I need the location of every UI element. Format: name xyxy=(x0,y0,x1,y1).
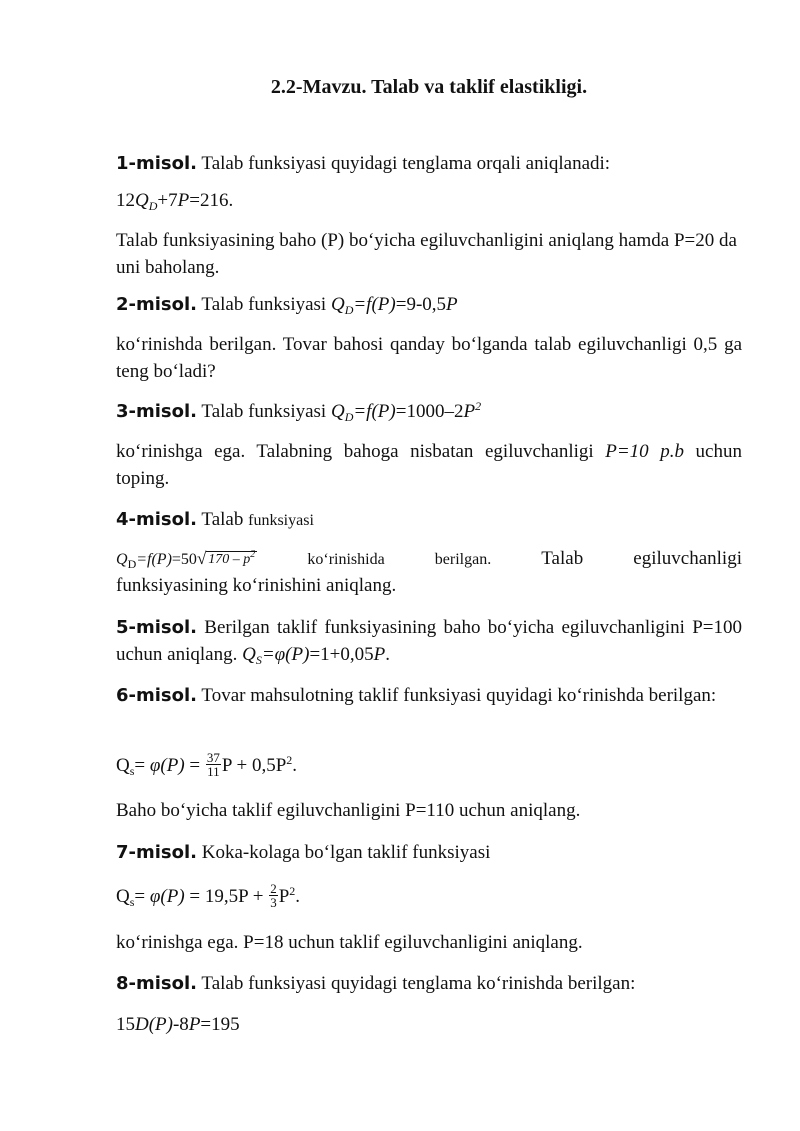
example-1-heading xyxy=(116,150,742,177)
example-7-task: ko‘rinishga ega. P=18 uchun taklif egiluvchanligini aniqlang. xyxy=(116,932,583,953)
eq-func: φ(P) xyxy=(149,755,185,776)
word: egiluvchanligi xyxy=(633,548,742,569)
fraction xyxy=(206,751,221,778)
sqrt-sign: √ xyxy=(196,549,207,568)
example-2-task: ko‘rinishda berilgan. Tovar bahosi qanday bo‘lganda talab egiluvchanligi 0,5 ga teng bo‘ladi? xyxy=(116,334,742,382)
fraction-denominator: 11 xyxy=(207,764,220,780)
word: Talab xyxy=(541,548,584,569)
word: ko‘rinishida xyxy=(307,551,385,568)
eq-part: P xyxy=(278,886,290,907)
eq-part: =9-0,5 xyxy=(395,294,447,315)
fraction xyxy=(269,882,278,909)
eq-part: =1000–2 xyxy=(395,401,464,422)
example-6-equation xyxy=(116,752,742,780)
example-4-text: Talab xyxy=(197,509,249,530)
eq-func: D(P) xyxy=(135,1014,173,1035)
example-4-task: funksiyasining ko‘rinishini aniqlang. xyxy=(116,575,397,596)
eq-part: . xyxy=(385,644,390,665)
eq-part: = xyxy=(134,886,150,907)
example-8-label: 8-misol. xyxy=(116,973,198,994)
eq-var: Q xyxy=(330,294,345,315)
example-5-label: 5-misol. xyxy=(116,617,198,638)
example-2-label: 2-misol. xyxy=(116,294,198,315)
eq-var: P xyxy=(446,294,458,315)
eq-part: = 19,5P + xyxy=(184,886,269,907)
example-1-equation xyxy=(116,187,742,214)
eq-var: P xyxy=(373,644,386,665)
task-text: ko‘rinishga ega. Talabning bahoga nisbatan egiluvchanligi xyxy=(116,441,606,462)
example-3-heading xyxy=(116,398,742,425)
eq-part: . xyxy=(292,755,298,776)
eq-subscript: D xyxy=(148,199,158,213)
example-4-label: 4-misol. xyxy=(116,509,198,530)
eq-superscript: 2 xyxy=(475,399,482,413)
example-3-task xyxy=(116,438,742,492)
fraction-denominator: 3 xyxy=(270,895,277,911)
example-4-equation-line xyxy=(116,545,742,573)
example-4-text-small: funksiyasi xyxy=(248,512,314,529)
example-6-heading xyxy=(116,682,742,709)
eq-var: Q xyxy=(116,886,130,907)
example-3-label: 3-misol. xyxy=(116,401,198,422)
eq-part: 15 xyxy=(116,1014,135,1035)
example-6-text: Tovar mahsulotning taklif funksiyasi quyidagi ko‘rinishda berilgan: xyxy=(197,685,717,706)
example-8-heading xyxy=(116,970,742,997)
eq-subscript: D xyxy=(344,303,354,317)
eq-part: = xyxy=(134,755,150,776)
eq-func: φ(P) xyxy=(149,886,185,907)
example-7-text: Koka-kolaga bo‘lgan taklif funksiyasi xyxy=(197,842,491,863)
eq-func: =f(P) xyxy=(353,294,396,315)
eq-var: Q xyxy=(242,644,256,665)
sqrt-radical xyxy=(197,550,257,567)
eq-part: . xyxy=(295,886,301,907)
example-2-heading xyxy=(116,291,742,318)
eq-subscript: S xyxy=(255,653,262,667)
example-4-formula xyxy=(116,546,257,573)
eq-var: Q xyxy=(116,755,130,776)
eq-var: P xyxy=(463,401,476,422)
fraction-numerator: 2 xyxy=(270,881,277,897)
sqrt-body xyxy=(206,551,257,567)
example-7-heading xyxy=(116,839,742,866)
eq-part: 12 xyxy=(116,190,135,211)
task-text: uchun toping. xyxy=(116,441,742,489)
eq-subscript: s xyxy=(129,764,135,778)
eq-func: =f(P) xyxy=(353,401,396,422)
example-1-task: Talab funksiyasining baho (P) bo‘yicha egiluvchanligini aniqlang hamda P=20 da uni baholang. xyxy=(116,230,737,278)
example-6-label: 6-misol. xyxy=(116,685,198,706)
eq-var: Q xyxy=(135,190,149,211)
eq-func: =f(P) xyxy=(136,551,172,568)
eq-part: =50 xyxy=(171,551,197,568)
example-5-text: Berilgan taklif funksiyasining baho bo‘yicha egiluvchanligini P=100 uchun aniqlang. xyxy=(116,617,742,665)
example-3-text: Talab funksiyasi xyxy=(197,401,331,422)
eq-part: =1+0,05 xyxy=(309,644,374,665)
example-1-text: Talab funksiyasi quyidagi tenglama orqali aniqlanadi: xyxy=(197,153,611,174)
eq-part: = xyxy=(184,755,205,776)
example-8-text: Talab funksiyasi quyidagi tenglama ko‘rinishda berilgan: xyxy=(197,973,636,994)
example-7-label: 7-misol. xyxy=(116,842,198,863)
eq-subscript: D xyxy=(127,557,137,571)
eq-part: -8 xyxy=(172,1014,189,1035)
eq-subscript: s xyxy=(129,895,135,909)
eq-func: =φ(P) xyxy=(261,644,310,665)
fraction-numerator: 37 xyxy=(206,750,220,766)
eq-part: P + 0,5P xyxy=(221,755,287,776)
eq-part: +7 xyxy=(157,190,178,211)
example-7-equation xyxy=(116,883,742,911)
word: berilgan. xyxy=(434,551,492,568)
eq-part: =195 xyxy=(200,1014,240,1035)
eq-var: Q xyxy=(330,401,345,422)
eq-var: Q xyxy=(116,551,128,568)
eq-superscript: 2 xyxy=(289,884,296,898)
page-title: 2.2-Mavzu. Talab va taklif elastikligi. xyxy=(270,76,588,98)
eq-part: =216. xyxy=(189,190,234,211)
eq-var: P xyxy=(177,190,190,211)
eq-var: P xyxy=(188,1014,201,1035)
eq-subscript: D xyxy=(344,410,354,424)
example-2-text: Talab funksiyasi xyxy=(197,294,331,315)
eq-superscript: 2 xyxy=(250,549,256,560)
eq-superscript: 2 xyxy=(286,753,293,767)
task-italic: P=10 p.b xyxy=(605,441,684,462)
example-1-label: 1-misol. xyxy=(116,153,198,174)
example-4-heading xyxy=(116,506,742,534)
example-8-equation xyxy=(116,1011,742,1038)
example-5-heading xyxy=(116,614,742,668)
radicand: 170 – p xyxy=(208,552,251,567)
example-6-task: Baho bo‘yicha taklif egiluvchanligini P=110 uchun aniqlang. xyxy=(116,800,581,821)
